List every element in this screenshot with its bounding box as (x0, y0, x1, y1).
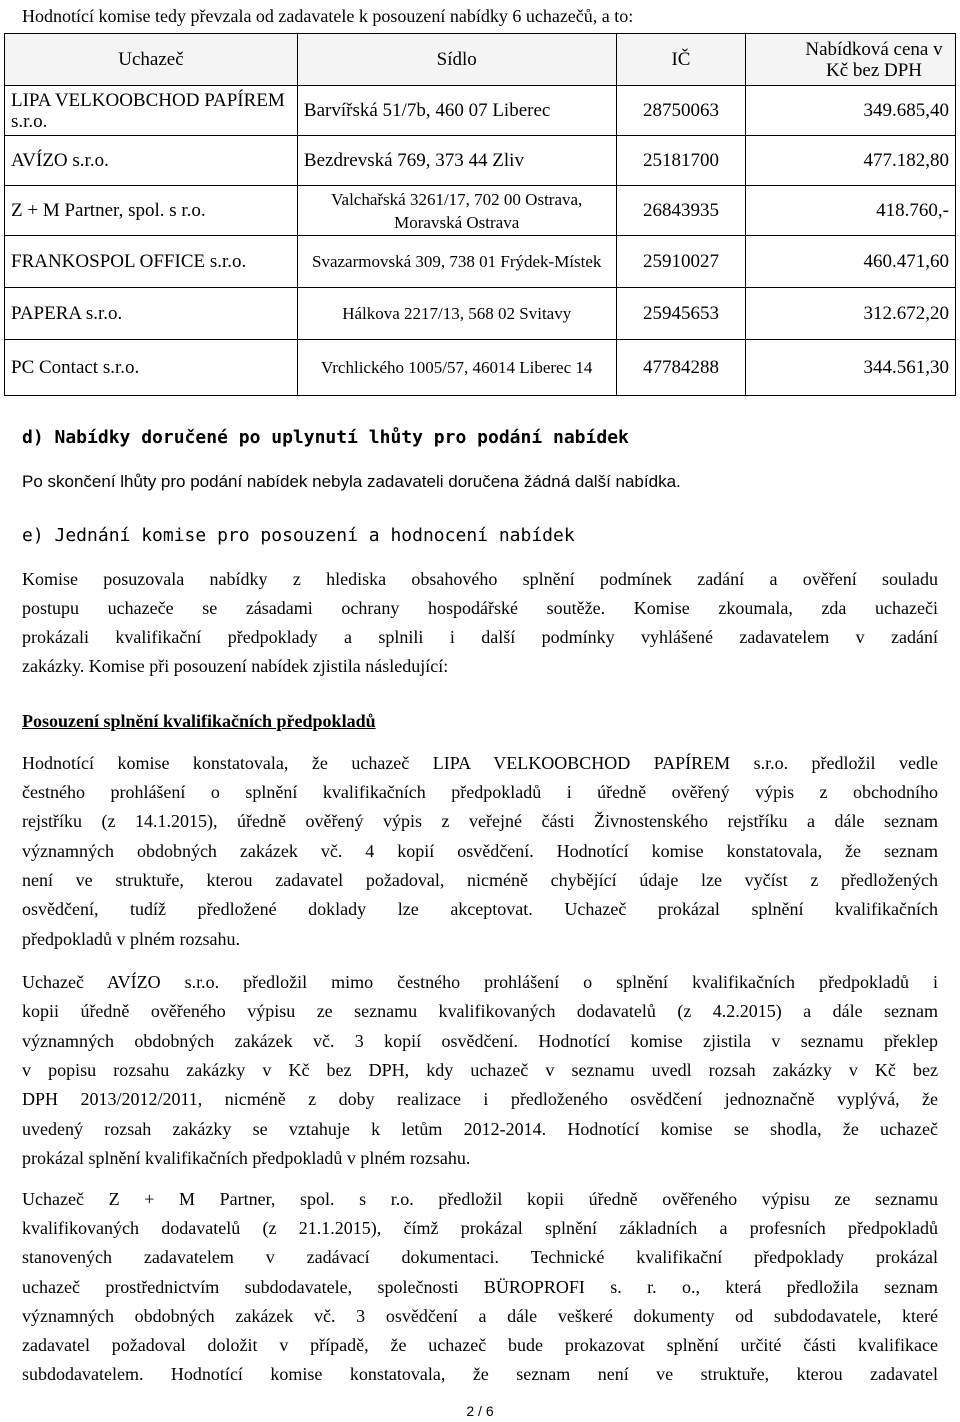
paragraph-line: Komise posuzovala nabídky z hlediska obsahového splnění podmínek zadání a ověření souladu (22, 569, 938, 589)
paragraph-line: zakázky. Komise při posouzení nabídek zjistila následující: (22, 656, 449, 676)
table-header-row (5, 34, 956, 86)
cell-name: PC Contact s.r.o. (5, 340, 298, 396)
section-d-text: Po skončení lhůty pro podání nabídek nebyla zadavateli doručena žádná další nabídka. (22, 472, 681, 491)
cell-price: 344.561,30 (746, 340, 956, 396)
paragraph-line: postupu uchazeče se zásadami ochrany hospodářské soutěže. Komise zkoumala, zda uchazeči (22, 598, 938, 618)
table-row (5, 186, 956, 236)
paragraph-line: osvědčení, tudíž předložené doklady lze akceptovat. Uchazeč prokázal splnění kvalifikačních (22, 899, 938, 919)
paragraph-line: není ve struktuře, kterou zadavatel požadoval, nicméně chybějící údaje lze vyčíst z předložených (22, 870, 938, 890)
cell-ic: 25945653 (616, 288, 746, 340)
header-ic: IČ (616, 34, 746, 86)
paragraph-line: předpokladů v plném rozsahu. (22, 929, 240, 949)
cell-address: Barvířská 51/7b, 460 07 Liberec (297, 86, 616, 136)
paragraph-line: uvedený rozsah zakázky se vztahuje k letům 2012-2014. Hodnotící komise se shodla, že uchazeč (22, 1119, 938, 1139)
cell-ic: 26843935 (616, 186, 746, 236)
paragraph-line: v popisu rozsahu zakázky v Kč bez DPH, kdy uchazeč v seznamu uvedl rozsah zakázky v Kč bez (22, 1060, 938, 1080)
paragraph-line: rejstříku (z 14.1.2015), úředně ověřený výpis z veřejné části Živnostenského rejstříku a dále seznam (22, 811, 938, 831)
section-e-heading: e) Jednání komise pro posouzení a hodnocení nabídek (22, 525, 575, 546)
paragraph-line: významných obdobných zakázek vč. 4 kopií osvědčení. Hodnotící komise konstatovala, že seznam (22, 841, 938, 861)
paragraph-line: kvalifikovaných dodavatelů (z 21.1.2015), čímž prokázal splnění základních a profesních předpokladů (22, 1218, 938, 1238)
cell-price: 312.672,20 (746, 288, 956, 340)
cell-name: Z + M Partner, spol. s r.o. (5, 186, 298, 236)
table-row (5, 86, 956, 136)
cell-address: Hálkova 2217/13, 568 02 Svitavy (297, 288, 616, 340)
cell-address: Vrchlického 1005/57, 46014 Liberec 14 (297, 340, 616, 396)
header-price-text: Nabídková cena v Kč bez DPH (805, 38, 943, 81)
cell-address: Svazarmovská 309, 738 01 Frýdek-Místek (297, 236, 616, 288)
paragraph-line: významných obdobných zakázek vč. 3 kopií osvědčení. Hodnotící komise zjistila v seznamu překlep (22, 1031, 938, 1051)
cell-ic: 28750063 (616, 86, 746, 136)
paragraph-line: prokázali kvalifikační předpoklady a splnili i další podmínky vyhlášené zadavatelem v zadání (22, 627, 938, 647)
paragraph-line: subdodavatelem. Hodnotící komise konstatovala, že seznam není ve struktuře, kterou zadavatel (22, 1364, 938, 1384)
paragraph-line: DPH 2013/2012/2011, nicméně z doby realizace i předloženého osvědčení jednoznačně vyplývá, že (22, 1089, 938, 1109)
cell-name: LIPA VELKOOBCHOD PAPÍREM s.r.o. (5, 86, 298, 136)
intro-text: Hodnotící komise tedy převzala od zadavatele k posouzení nabídky 6 uchazečů, a to: (22, 6, 634, 26)
table-row (5, 288, 956, 340)
paragraph-line: prokázal splnění kvalifikačních předpokladů v plném rozsahu. (22, 1148, 471, 1168)
paragraph-line: Uchazeč AVÍZO s.r.o. předložil mimo čestného prohlášení o splnění kvalifikačních předpokladů i (22, 972, 938, 992)
cell-price: 418.760,- (746, 186, 956, 236)
cell-price: 460.471,60 (746, 236, 956, 288)
paragraph-line: Hodnotící komise konstatovala, že uchazeč LIPA VELKOOBCHOD PAPÍREM s.r.o. předložil vedle (22, 753, 938, 773)
cell-price: 477.182,80 (746, 136, 956, 186)
paragraph-line: zadavatel požadoval doložit v případě, že uchazeč bude prokazovat splnění určité části kvalifikace (22, 1335, 938, 1355)
paragraph-line: kopii úředně ověřeného výpisu ze seznamu kvalifikovaných dodavatelů (z 4.2.2015) a dále seznam (22, 1001, 938, 1021)
paragraph-line: uchazeč prostřednictvím subdodavatele, společnosti BÜROPROFI s. r. o., která předložila seznam (22, 1277, 938, 1297)
header-name: Uchazeč (5, 34, 298, 86)
cell-name: AVÍZO s.r.o. (5, 136, 298, 186)
bids-table (4, 33, 956, 396)
cell-ic: 47784288 (616, 340, 746, 396)
cell-address: Bezdrevská 769, 373 44 Zliv (297, 136, 616, 186)
cell-name: FRANKOSPOL OFFICE s.r.o. (5, 236, 298, 288)
cell-ic: 25910027 (616, 236, 746, 288)
cell-ic: 25181700 (616, 136, 746, 186)
paragraph-line: významných obdobných zakázek vč. 3 osvědčení a dále veškeré dokumenty od subdodavatele, které (22, 1306, 938, 1326)
table-row (5, 136, 956, 186)
table-row (5, 340, 956, 396)
table-row (5, 236, 956, 288)
paragraph-line: čestného prohlášení o splnění kvalifikačních předpokladů i úředně ověřený výpis z obchodního (22, 782, 938, 802)
section-d-heading: d) Nabídky doručené po uplynutí lhůty pro podání nabídek (22, 427, 629, 448)
cell-address: Valchařská 3261/17, 702 00 Ostrava, Moravská Ostrava (297, 186, 616, 236)
paragraph-line: stanovených zadavatelem v zadávací dokumentaci. Technické kvalifikační předpoklady prokázal (22, 1247, 938, 1267)
qualification-heading: Posouzení splnění kvalifikačních předpokladů (22, 711, 376, 731)
cell-name: PAPERA s.r.o. (5, 288, 298, 340)
paragraph-line: Uchazeč Z + M Partner, spol. s r.o. předložil kopii úředně ověřeného výpisu ze seznamu (22, 1189, 938, 1209)
header-address: Sídlo (297, 34, 616, 86)
page-number: 2 / 6 (466, 1403, 494, 1419)
cell-price: 349.685,40 (746, 86, 956, 136)
header-price (746, 34, 956, 86)
